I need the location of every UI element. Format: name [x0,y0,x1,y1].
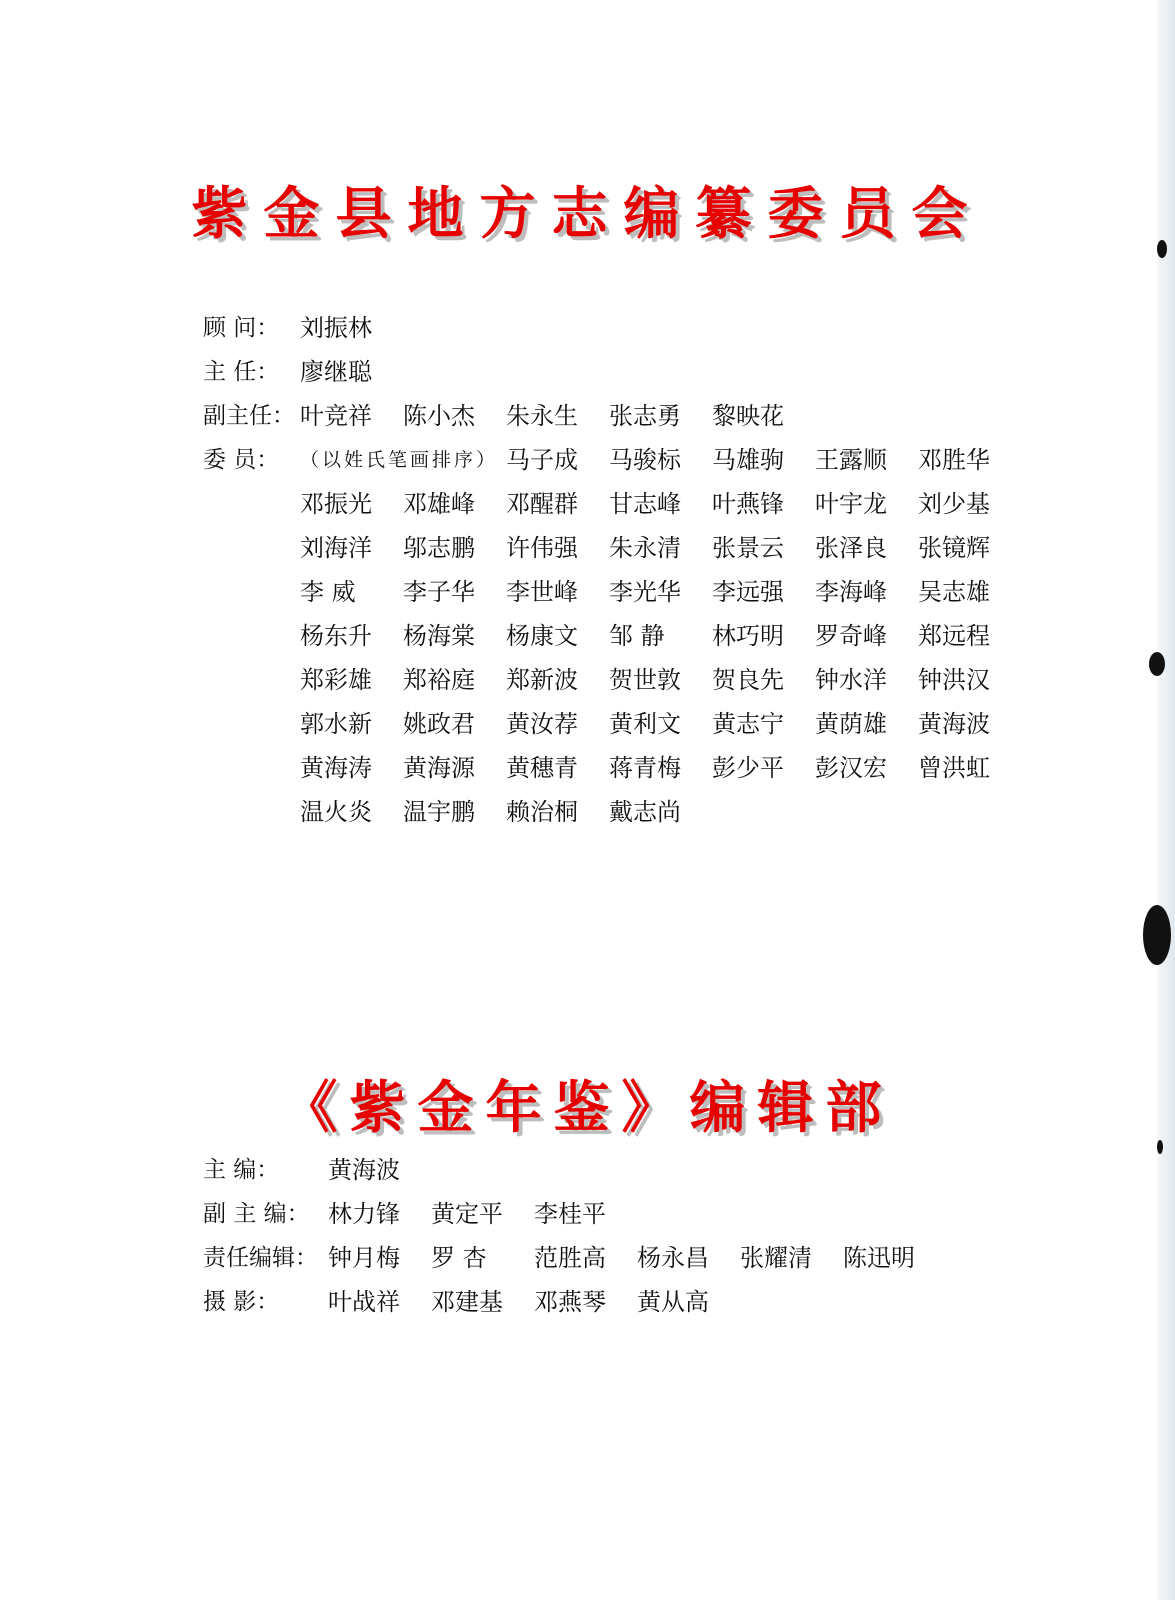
member-name: 王露顺 [815,446,887,474]
member-name: 黄海波 [918,710,990,738]
member-name: 马骏标 [609,446,681,474]
member-name: 李光华 [609,578,681,606]
member-name: 廖继聪 [300,358,372,386]
member-name: 李世峰 [506,578,578,606]
row-label: 副 主 编： [203,1201,310,1227]
member-name: 甘志峰 [609,490,681,518]
member-name: 黄海涛 [300,754,372,782]
editor-name: 范胜高 [534,1244,606,1272]
member-name: 刘少基 [918,490,990,518]
member-name: 杨东升 [300,622,372,650]
member-name: 叶燕锋 [712,490,784,518]
member-name: 邓雄峰 [403,490,475,518]
scan-speck [1143,905,1171,965]
member-name: 温火炎 [300,798,372,826]
member-name: 贺良先 [712,666,784,694]
sort-note: （以姓氏笔画排序） [300,449,499,471]
editor-name: 邓建基 [431,1288,503,1316]
member-name: 黎映花 [712,402,784,430]
member-name: 张镜辉 [918,534,990,562]
member-name: 陈小杰 [403,402,475,430]
member-name: 许伟强 [506,534,578,562]
member-name: 郑裕庭 [403,666,475,694]
row-label: 副主任： [203,403,295,429]
member-name: 郑新波 [506,666,578,694]
member-name: 黄汝荐 [506,710,578,738]
member-name: 李海峰 [815,578,887,606]
member-name: 叶竞祥 [300,402,372,430]
member-name: 黄利文 [609,710,681,738]
editor-name: 钟月梅 [328,1244,400,1272]
committee-title: 紫金县地方志编纂委员会 [191,181,984,247]
member-name: 林巧明 [712,622,784,650]
editor-name: 张耀清 [740,1244,812,1272]
member-name: 邓醒群 [506,490,578,518]
row-label: 主 编： [203,1157,280,1183]
editor-name: 黄从高 [637,1288,709,1316]
row-label: 顾 问： [203,315,280,341]
row-label: 摄 影： [203,1289,280,1315]
member-name: 赖治桐 [506,798,578,826]
editor-name: 杨永昌 [637,1244,709,1272]
member-name: 朱永生 [506,402,578,430]
editor-name: 陈迅明 [843,1244,915,1272]
member-name: 张泽良 [815,534,887,562]
member-name: 郑彩雄 [300,666,372,694]
member-name: 邓振光 [300,490,372,518]
member-name: 李远强 [712,578,784,606]
member-name: 黄穗青 [506,754,578,782]
member-name: 戴志尚 [609,798,681,826]
member-name: 姚政君 [403,710,475,738]
member-name: 刘海洋 [300,534,372,562]
member-name: 李 威 [300,578,356,606]
member-name: 杨海棠 [403,622,475,650]
member-name: 邹 静 [609,622,665,650]
member-name: 贺世敦 [609,666,681,694]
row-label: 责任编辑： [203,1245,318,1271]
editor-name: 叶战祥 [328,1288,400,1316]
row-label: 主 任： [203,359,280,385]
scan-speck [1149,652,1165,676]
member-name: 曾洪虹 [918,754,990,782]
member-name: 罗奇峰 [815,622,887,650]
member-name: 钟洪汉 [918,666,990,694]
member-name: 蒋青梅 [609,754,681,782]
member-name: 邬志鹏 [403,534,475,562]
member-name: 郭水新 [300,710,372,738]
editor-name: 邓燕琴 [534,1288,606,1316]
member-name: 叶宇龙 [815,490,887,518]
member-name: 朱永清 [609,534,681,562]
editor-name: 林力锋 [328,1200,400,1228]
member-name: 邓胜华 [918,446,990,474]
member-name: 钟水洋 [815,666,887,694]
member-name: 刘振林 [300,314,372,342]
member-name: 彭汉宏 [815,754,887,782]
member-name: 温宇鹏 [403,798,475,826]
editorial-title: 《紫金年鉴》编辑部 [281,1075,894,1141]
member-name: 马雄驹 [712,446,784,474]
member-name: 张景云 [712,534,784,562]
member-name: 杨康文 [506,622,578,650]
member-name: 张志勇 [609,402,681,430]
member-name: 黄志宁 [712,710,784,738]
editor-name: 黄海波 [328,1156,400,1184]
row-label: 委 员： [203,447,280,473]
editor-name: 李桂平 [534,1200,606,1228]
member-name: 郑远程 [918,622,990,650]
member-name: 吴志雄 [918,578,990,606]
member-name: 彭少平 [712,754,784,782]
editor-name: 罗 杏 [431,1244,487,1272]
editor-name: 黄定平 [431,1200,503,1228]
member-name: 黄海源 [403,754,475,782]
member-name: 黄荫雄 [815,710,887,738]
member-name: 马子成 [506,446,578,474]
member-name: 李子华 [403,578,475,606]
